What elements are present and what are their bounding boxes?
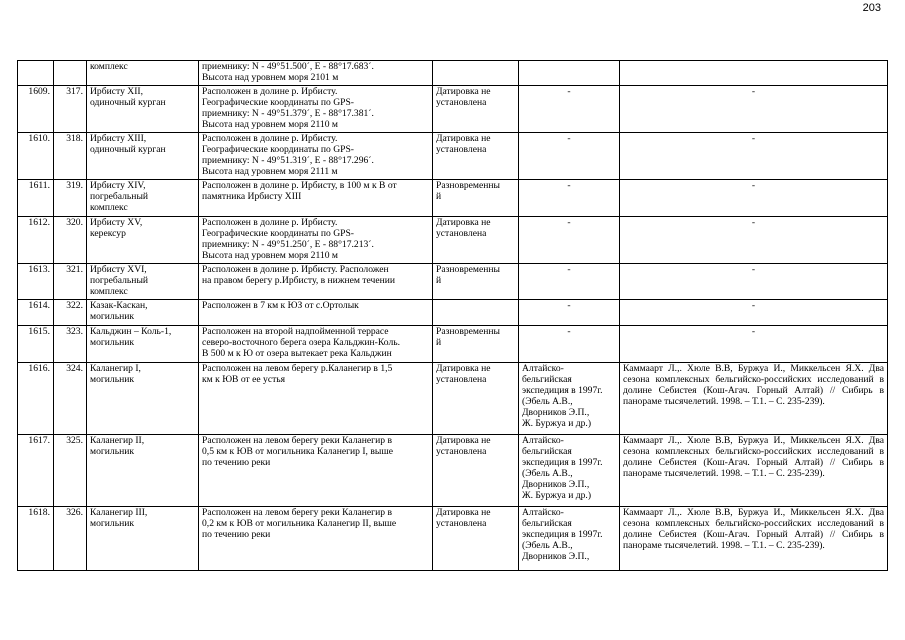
row-subnumber: 322. xyxy=(54,300,87,326)
literature-reference: - xyxy=(620,86,888,133)
table-row xyxy=(18,326,888,363)
monument-name: Ирбисту XIV, погребальный комплекс xyxy=(87,180,199,217)
row-subnumber: 323. xyxy=(54,326,87,363)
research-info: Алтайско- бельгийская экспедиция в 1997г. (Эбель А.В., Дворников Э.П., Ж. Буржуа и др.) xyxy=(519,435,620,507)
dating: Датировка не установлена xyxy=(433,363,519,435)
dating: Датировка не установлена xyxy=(433,435,519,507)
research-info: Алтайско- бельгийская экспедиция в 1997г. (Эбель А.В., Дворников Э.П., xyxy=(519,507,620,571)
research-info: Алтайско- бельгийская экспедиция в 1997г. (Эбель А.В., Дворников Э.П., Ж. Буржуа и др.) xyxy=(519,363,620,435)
table-row xyxy=(18,363,888,435)
monument-name: Каланегир I, могильник xyxy=(87,363,199,435)
location-description: Расположен в долине р. Ирбисту. Географические координаты по GPS- приемнику: N - 49°51.379´, E - 88°17.381´. Высота над уровнем моря 2110 м xyxy=(199,86,433,133)
monument-name: Ирбисту XV, керексур xyxy=(87,217,199,264)
row-number: 1611. xyxy=(18,180,54,217)
row-number: 1618. xyxy=(18,507,54,571)
literature-reference: - xyxy=(620,217,888,264)
research-info: - xyxy=(519,300,620,326)
location-description: Расположен в долине р. Ирбисту. Географические координаты по GPS- приемнику: N - 49°51.319´, E - 88°17.296´. Высота над уровнем моря 2111 м xyxy=(199,133,433,180)
row-number: 1609. xyxy=(18,86,54,133)
location-description: Расположен на второй надпойменной террасе северо-восточного берега озера Кальджин-Коль. В 500 м к Ю от озера вытекает река Кальджин xyxy=(199,326,433,363)
research-info: - xyxy=(519,326,620,363)
literature-reference: Каммаарт Л.,. Хюле В.В, Буржуа И., Миккельсен Я.Х. Два сезона комплексных бельгийско-российских исследований в долине Себистея (Кош-Агач. Горный Алтай) // Сибирь в панораме тысячелетий. 1998. – Т.1. – С. 235-239). xyxy=(620,507,888,571)
row-subnumber: 325. xyxy=(54,435,87,507)
row-subnumber: 318. xyxy=(54,133,87,180)
row-subnumber: 319. xyxy=(54,180,87,217)
table-row xyxy=(18,300,888,326)
monument-register-table xyxy=(17,60,888,571)
row-number: 1617. xyxy=(18,435,54,507)
monument-name: Ирбисту XVI, погребальный комплекс xyxy=(87,264,199,300)
dating: Датировка не установлена xyxy=(433,133,519,180)
research-info xyxy=(519,61,620,86)
research-info: - xyxy=(519,217,620,264)
dating xyxy=(433,300,519,326)
research-info: - xyxy=(519,86,620,133)
row-subnumber: 321. xyxy=(54,264,87,300)
row-number: 1612. xyxy=(18,217,54,264)
row-subnumber xyxy=(54,61,87,86)
monument-name: Ирбисту XII, одиночный курган xyxy=(87,86,199,133)
location-description: Расположен на левом берегу реки Каланегир в 0,5 км к ЮВ от могильника Каланегир I, выше по течению реки xyxy=(199,435,433,507)
location-description: Расположен в долине р. Ирбисту, в 100 м к В от памятника Ирбисту XIII xyxy=(199,180,433,217)
dating: Датировка не установлена xyxy=(433,507,519,571)
location-description: Расположен в долине р. Ирбисту. Расположен на правом берегу р.Ирбисту, в нижнем течении xyxy=(199,264,433,300)
location-description: Расположен в долине р. Ирбисту. Географические координаты по GPS- приемнику: N - 49°51.250´, E - 88°17.213´. Высота над уровнем моря 2110 м xyxy=(199,217,433,264)
table-row xyxy=(18,86,888,133)
location-description: приемнику: N - 49°51.500´, E - 88°17.683´. Высота над уровнем моря 2101 м xyxy=(199,61,433,86)
row-number xyxy=(18,61,54,86)
table-row xyxy=(18,133,888,180)
monument-name: Каланегир II, могильник xyxy=(87,435,199,507)
literature-reference: - xyxy=(620,133,888,180)
table-row xyxy=(18,507,888,571)
literature-reference: - xyxy=(620,326,888,363)
research-info: - xyxy=(519,264,620,300)
monument-name: комплекс xyxy=(87,61,199,86)
table-row xyxy=(18,61,888,86)
literature-reference: Каммаарт Л.,. Хюле В.В, Буржуа И., Миккельсен Я.Х. Два сезона комплексных бельгийско-российских исследований в долине Себистея (Кош-Агач. Горный Алтай) // Сибирь в панораме тысячелетий. 1998. – Т.1. – С. 235-239). xyxy=(620,435,888,507)
table-row xyxy=(18,180,888,217)
monument-name: Ирбисту XIII, одиночный курган xyxy=(87,133,199,180)
location-description: Расположен на левом берегу реки Каланегир в 0,2 км к ЮВ от могильника Каланегир II, выше по течению реки xyxy=(199,507,433,571)
literature-reference: - xyxy=(620,180,888,217)
monument-name: Казак-Каскан, могильник xyxy=(87,300,199,326)
table-row xyxy=(18,435,888,507)
dating xyxy=(433,61,519,86)
table-row xyxy=(18,264,888,300)
dating: Датировка не установлена xyxy=(433,86,519,133)
monument-name: Кальджин – Коль-1, могильник xyxy=(87,326,199,363)
dating: Разновременны й xyxy=(433,264,519,300)
table-row xyxy=(18,217,888,264)
literature-reference: - xyxy=(620,264,888,300)
dating: Разновременны й xyxy=(433,326,519,363)
research-info: - xyxy=(519,180,620,217)
row-number: 1616. xyxy=(18,363,54,435)
location-description: Расположен в 7 км к ЮЗ от с.Ортолык xyxy=(199,300,433,326)
row-number: 1610. xyxy=(18,133,54,180)
row-subnumber: 317. xyxy=(54,86,87,133)
location-description: Расположен на левом берегу р.Каланегир в 1,5 км к ЮВ от ее устья xyxy=(199,363,433,435)
row-number: 1615. xyxy=(18,326,54,363)
literature-reference: - xyxy=(620,300,888,326)
row-subnumber: 326. xyxy=(54,507,87,571)
dating: Датировка не установлена xyxy=(433,217,519,264)
dating: Разновременны й xyxy=(433,180,519,217)
research-info: - xyxy=(519,133,620,180)
row-subnumber: 324. xyxy=(54,363,87,435)
row-number: 1613. xyxy=(18,264,54,300)
literature-reference xyxy=(620,61,888,86)
row-subnumber: 320. xyxy=(54,217,87,264)
literature-reference: Каммаарт Л.,. Хюле В.В, Буржуа И., Миккельсен Я.Х. Два сезона комплексных бельгийско-российских исследований в долине Себистея (Кош-Агач. Горный Алтай) // Сибирь в панораме тысячелетий. 1998. – Т.1. – С. 235-239). xyxy=(620,363,888,435)
monument-name: Каланегир III, могильник xyxy=(87,507,199,571)
row-number: 1614. xyxy=(18,300,54,326)
page-number: 203 xyxy=(862,2,881,14)
